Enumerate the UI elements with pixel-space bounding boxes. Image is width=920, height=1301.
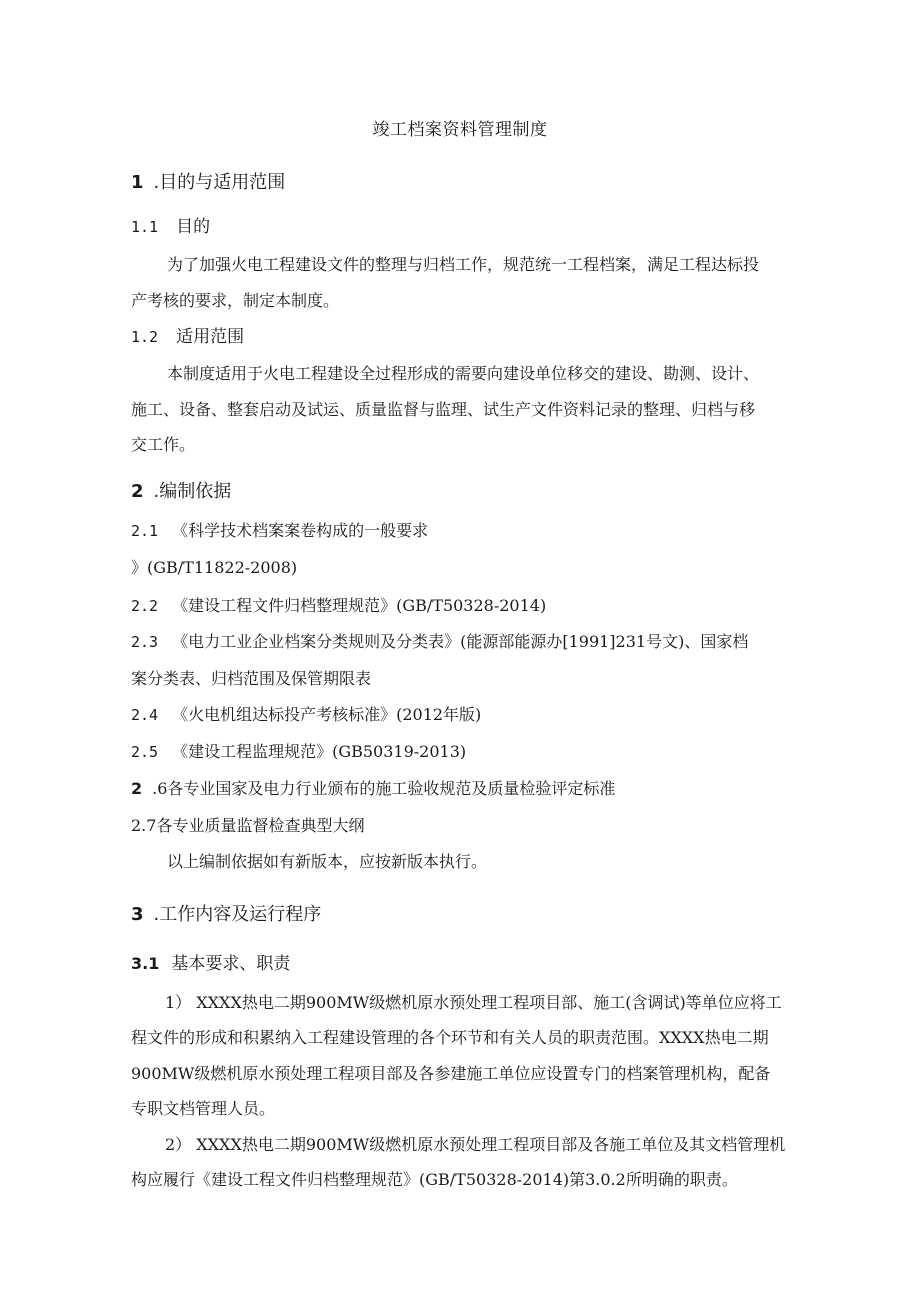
section-number: 1 [131,172,144,193]
item-text: .6各专业国家及电力行业颁布的施工验收规范及质量检验评定标准 [152,779,616,798]
reference-item: 2.7各专业质量监督检查典型大纲 [131,816,365,835]
item-number: 2.3 [131,633,159,651]
item-number: 2.5 [131,743,159,761]
item-text: 《建设工程监理规范》(GB50319-2013) [172,742,467,761]
paragraph-line: 为了加强火电工程建设文件的整理与归档工作，规范统一工程档案，满足工程达标投 [167,255,760,274]
section-title: .编制依据 [153,481,232,502]
section-3-heading [131,904,321,926]
section-number: 3 [131,904,144,925]
reference-item [131,705,481,725]
document-title: 竣工档案资料管理制度 [372,120,548,140]
paragraph-line: 2） XXXX热电二期900MW级燃机原水预处理工程项目部及各施工单位及其文档管理机 [165,1135,786,1154]
paragraph-line: 构应履行《建设工程文件归档整理规范》(GB/T50328-2014)第3.0.2所明确的职责。 [131,1170,738,1189]
subsection-number: 1.2 [131,328,159,346]
item-number: 2.2 [131,597,159,615]
reference-item [131,779,615,799]
paragraph-line: 专职文档管理人员。 [131,1099,276,1118]
subsection-1-2-heading [131,326,244,348]
item-number: 2.4 [131,706,159,724]
reference-item [131,632,748,652]
reference-item [131,596,546,616]
section-number: 2 [131,481,144,502]
subsection-3-1-heading [131,953,290,975]
paragraph-line: 以上编制依据如有新版本，应按新版本执行。 [167,852,488,871]
reference-item [131,521,428,541]
paragraph-line: 产考核的要求，制定本制度。 [131,291,340,310]
item-text: 《科学技术档案案卷构成的一般要求 [172,521,429,540]
subsection-1-1-heading [131,216,210,238]
item-text: 《火电机组达标投产考核标准》(2012年版) [172,705,482,724]
subsection-number: 1.1 [131,218,159,236]
section-title: .目的与适用范围 [153,172,286,193]
item-number: 2.1 [131,522,159,540]
item-text: 《电力工业企业档案分类规则及分类表》(能源部能源办[1991]231号文)、国家档 [172,632,749,651]
reference-item-continued: 》(GB/T11822-2008) [131,558,298,577]
subsection-title: 基本要求、职责 [171,954,291,974]
subsection-number: 3.1 [131,954,160,973]
paragraph-line: 本制度适用于火电工程建设全过程形成的需要向建设单位移交的建设、勘测、设计、 [167,364,760,383]
reference-item-continued: 案分类表、归档范围及保管期限表 [131,669,372,688]
item-number: 2 [131,779,143,798]
paragraph-line: 程文件的形成和积累纳入工程建设管理的各个环节和有关人员的职责范围。XXXX热电二期 [131,1028,769,1047]
paragraph-line: 施工、设备、整套启动及试运、质量监督与监理、试生产文件资料记录的整理、归档与移 [131,400,756,419]
section-1-heading [131,172,285,194]
item-text: 《建设工程文件归档整理规范》(GB/T50328-2014) [172,596,547,615]
reference-item [131,742,466,762]
paragraph-line: 900MW级燃机原水预处理工程项目部及各参建施工单位应设置专门的档案管理机构，配备 [131,1064,771,1083]
section-title: .工作内容及运行程序 [153,904,322,925]
subsection-title: 适用范围 [176,327,245,347]
paragraph-line: 1） XXXX热电二期900MW级燃机原水预处理工程项目部、施工(含调试)等单位应将工 [165,993,782,1012]
section-2-heading [131,481,231,503]
subsection-title: 目的 [176,217,211,237]
paragraph-line: 交工作。 [131,435,196,454]
